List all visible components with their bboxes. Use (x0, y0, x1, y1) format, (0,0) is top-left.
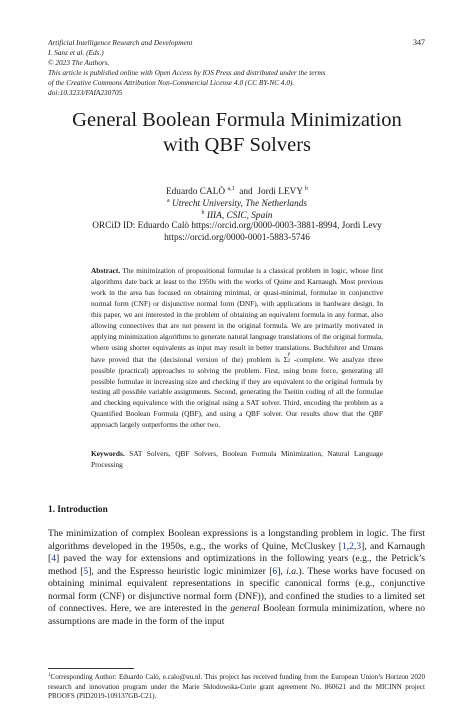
footnote-mark: 1 (48, 673, 51, 678)
author-affil-mark: a,1 (227, 186, 235, 192)
citation-link[interactable]: 1 (341, 540, 347, 552)
footnote (48, 671, 425, 702)
citation-separator: , (346, 540, 350, 552)
author-name: Jordi LEVY (257, 187, 303, 197)
footnote-divider (48, 668, 134, 669)
citation-link[interactable]: 2 (349, 540, 354, 552)
emphasis-text: general (230, 603, 260, 615)
body-paragraph (48, 528, 425, 628)
affil-text: IIIA, CSIC, Spain (206, 211, 273, 221)
body-text-run: Boolean formula minimization, where no assumptions are made in the form of the input (48, 603, 425, 627)
paper-title (0, 108, 474, 158)
author-conjunction: and (236, 187, 256, 197)
abstract-label: Abstract. (91, 266, 121, 275)
abstract-text: -complete. We analyze three possible (practical) approaches to solving the problem. First, using brute force, generating all possible formulae in increasing size and checking if they are equivalent to the original formula by testing all possible variable assignments. Second, generating the Tseitin coding of all the formulae and checking equivalence with the original using a SAT solver. Third, encoding the problem as a Quantified Boolean Formula (QBF), and using a QBF solver. Our results show that the QBF approach largely outperforms the other two. (91, 354, 383, 430)
page-number: 347 (413, 38, 425, 47)
license-line: of the Creative Commons Attribution Non-Commercial License 4.0 (CC BY-NC 4.0). (48, 78, 295, 88)
sigma-script (287, 351, 294, 364)
keywords-label: Keywords. (91, 449, 125, 458)
citation-separator: , (353, 540, 357, 552)
citation-link[interactable]: 4 (51, 553, 56, 565)
body-text-run: The minimization of complex Boolean expressions is a longstanding problem in logic. The first algorithms developed in the 1950s, e.g., the works of Quine, McCluskey [ (48, 528, 425, 552)
author-name: Eduardo CALÒ (165, 187, 226, 197)
publication-header (48, 38, 378, 99)
author-affil-mark: b (305, 186, 309, 192)
keywords (91, 449, 383, 471)
citation-link[interactable]: 3 (356, 540, 362, 552)
affil-label: b (201, 210, 205, 216)
orcid-line: https://orcid.org/0000-0001-5883-5746 (164, 233, 310, 243)
citation-link[interactable]: 5 (83, 565, 89, 577)
header-line: I. Sanz et al. (Eds.) (48, 48, 104, 58)
license-line: This article is published online with Open Access by IOS Press and distributed under the terms (48, 68, 326, 78)
sigma-sub: 2 (287, 358, 291, 364)
body-text-run: ] paved the way for extensions and optimizations in the following years (e.g., the Petrick’s method [ (48, 553, 425, 577)
keywords-text: SAT Solvers, QBF Solvers, Boolean Formula Minimization, Natural Language Processing (91, 449, 383, 469)
title-line: with QBF Solvers (162, 134, 312, 156)
citation-link[interactable]: 6 (272, 565, 278, 577)
doi-line: doi:10.3233/FAIA230705 (48, 88, 123, 98)
affil-label: a (167, 198, 170, 204)
affil-text: Utrecht University, The Netherlands (172, 199, 307, 209)
footnote-text: Corresponding Author: Eduardo Calò, e.calo@uu.nl. This project has received funding from the European Union’s Horizon 2020 research and innovation program under the Marie Skłodowska-Curie grant agreement No. 860621 and the MICINN project PROOFS (PID2019-109137GB-C21). (48, 673, 425, 701)
header-line: Artificial Intelligence Research and Development (48, 38, 193, 47)
body-text-run: ], and Karnaugh [ (48, 540, 425, 565)
body-text-run: ], (277, 565, 287, 577)
body-text-run: ], and the Espresso heuristic logic minimizer [ (88, 565, 273, 577)
body-text-run: ). These works have focused on obtaining minimal equivalent representations in specific canonical forms (e.g., conjunctive normal form (CNF) or disjunctive normal form (DNF)), and confined the studies to a limited set of connectives. Here, we are interested in the (48, 565, 426, 615)
abstract-text: The minimization of propositional formulae is a classical problem in logic, whose first algorithms date back at least to the 1950s with the works of Quine and Karnaugh. Most previous work in the area has focused on obtaining minimal, or quasi-minimal, formulae in conjunctive normal form (CNF) or disjunctive normal form (DNF), with applications in hardware design. In this paper, we are interested in the problem of obtaining an equivalent formula in any format, also allowing connectives that are not present in the original formula. We are primarily motivated in applying minimization algorithms to generate natural language translations of the original formula, where using shorter equivalents as input may result in better translations. Buchfuhrer and Umans have proved that the (decisional version of the) problem is Σ (91, 266, 383, 364)
emphasis-text: i.a. (286, 565, 299, 577)
sigma-sup: p (287, 351, 291, 357)
header-line: © 2023 The Authors. (48, 58, 110, 68)
title-line: General Boolean Formula Minimization (72, 109, 402, 131)
abstract (91, 266, 383, 431)
orcid-line: ORCiD ID: Eduardo Calò https://orcid.org/0000-0003-3881-8994, Jordi Levy (92, 221, 382, 231)
section-heading: 1. Introduction (48, 505, 108, 515)
